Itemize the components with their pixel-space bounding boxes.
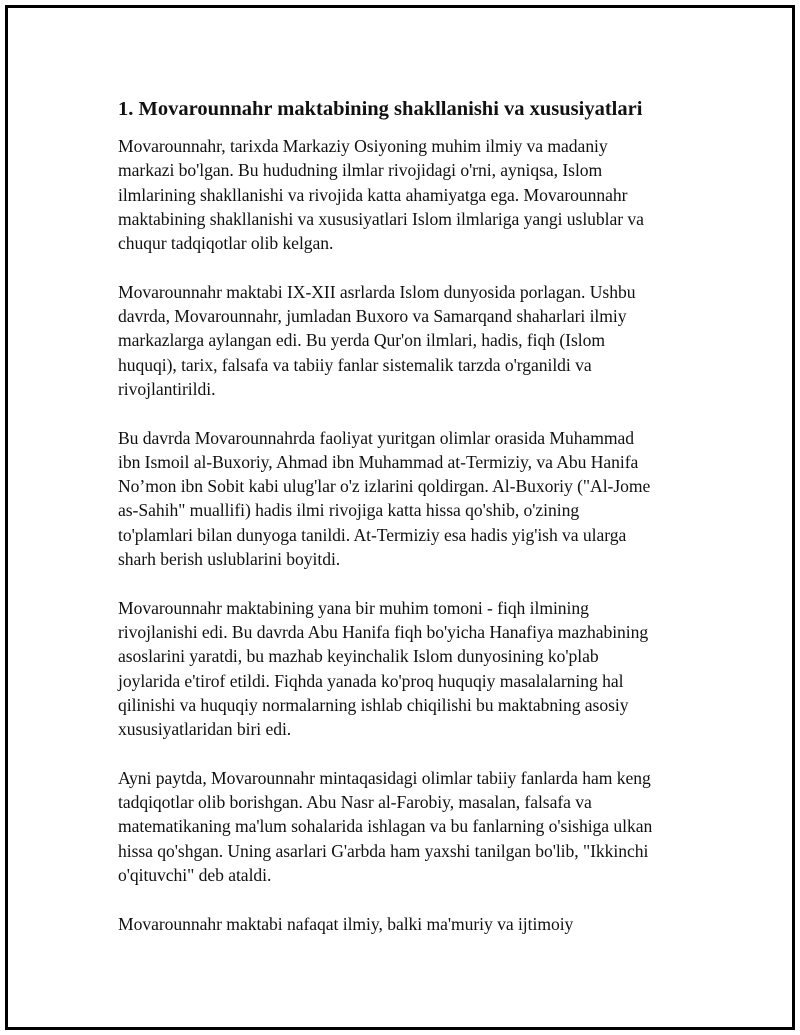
paragraph-2 [118,280,688,401]
text-line: Movarounnahr maktabi IX-XII asrlarda Islom dunyosida porlagan. Ushbu [118,281,636,302]
text-line: qilinishi va huquqiy normalarning ishlab chiqilishi bu maktabning asosiy [118,694,629,715]
text-line: sharh berish uslublarini boyitdi. [118,549,341,570]
document-body [118,96,688,936]
text-line: Ayni paytda, Movarounnahr mintaqasidagi olimlar tabiiy fanlarda ham keng [118,767,651,788]
text-line: rivojlantirildi. [118,378,216,399]
paragraph-5 [118,766,688,887]
text-line: as-Sahih" muallifi) hadis ilmi rivojiga katta hissa qo'shib, o'zining [118,500,580,521]
text-line: Movarounnahr maktabi nafaqat ilmiy, balki ma'muriy va ijtimoiy [118,913,574,934]
text-line: huquqi), tarix, falsafa va tabiiy fanlar sistemalik tarzda o'rganildi va [118,354,592,375]
text-line: rivojlanishi edi. Bu davrda Abu Hanifa fiqh bo'yicha Hanafiya mazhabining [118,621,649,642]
text-line: chuqur tadqiqotlar olib kelgan. [118,233,334,254]
text-line: asoslarini yaratdi, bu mazhab keyinchalik Islom dunyosining ko'plab [118,646,599,667]
section-heading: 1. Movarounnahr maktabining shakllanishi va xususiyatlari [118,98,643,120]
text-line: markazi bo'lgan. Bu hududning ilmlar rivojidagi o'rni, ayniqsa, Islom [118,160,603,181]
text-line: o'qituvchi" deb ataldi. [118,864,272,885]
text-line: hissa qo'shgan. Uning asarlari G'arbda ham yaxshi tanilgan bo'lib, "Ikkinchi [118,840,649,861]
text-line: maktabining shakllanishi va xususiyatlari Islom ilmlariga yangi uslublar va [118,208,644,229]
text-line: markazlarga aylangan edi. Bu yerda Qur'on ilmlari, hadis, fiqh (Islom [118,330,605,351]
text-line: Movarounnahr maktabining yana bir muhim tomoni - fiqh ilmining [118,597,589,618]
text-line: xususiyatlaridan biri edi. [118,719,292,740]
text-line: joylarida e'tirof etildi. Fiqhda yanada ko'proq huquqiy masalalarning hal [118,670,624,691]
text-line: tadqiqotlar olib borishgan. Abu Nasr al-Farobiy, masalan, falsafa va [118,792,592,813]
text-line: matematikaning ma'lum sohalarida ishlagan va bu fanlarning o'sishiga ulkan [118,816,653,837]
text-line: No’mon ibn Sobit kabi ulug'lar o'z izlarini qoldirgan. Al-Buxoriy ("Al-Jome [118,476,651,497]
text-line: Bu davrda Movarounnahrda faoliyat yuritgan olimlar orasida Muhammad [118,427,635,448]
paragraph-4 [118,596,688,742]
paragraph-1 [118,134,688,255]
text-line: Movarounnahr, tarixda Markaziy Osiyoning muhim ilmiy va madaniy [118,136,608,156]
text-line: davrda, Movarounnahr, jumladan Buxoro va Samarqand shaharlari ilmiy [118,306,627,327]
paragraph-6 [118,912,688,936]
paragraph-3 [118,426,688,572]
text-line: ilmlarining shakllanishi va rivojida katta ahamiyatga ega. Movarounnahr [118,184,628,205]
text-line: to'plamlari bilan dunyoga tanildi. At-Termiziy esa hadis yig'ish va ularga [118,524,627,545]
text-line: ibn Ismoil al-Buxoriy, Ahmad ibn Muhammad at-Termiziy, va Abu Hanifa [118,451,639,472]
